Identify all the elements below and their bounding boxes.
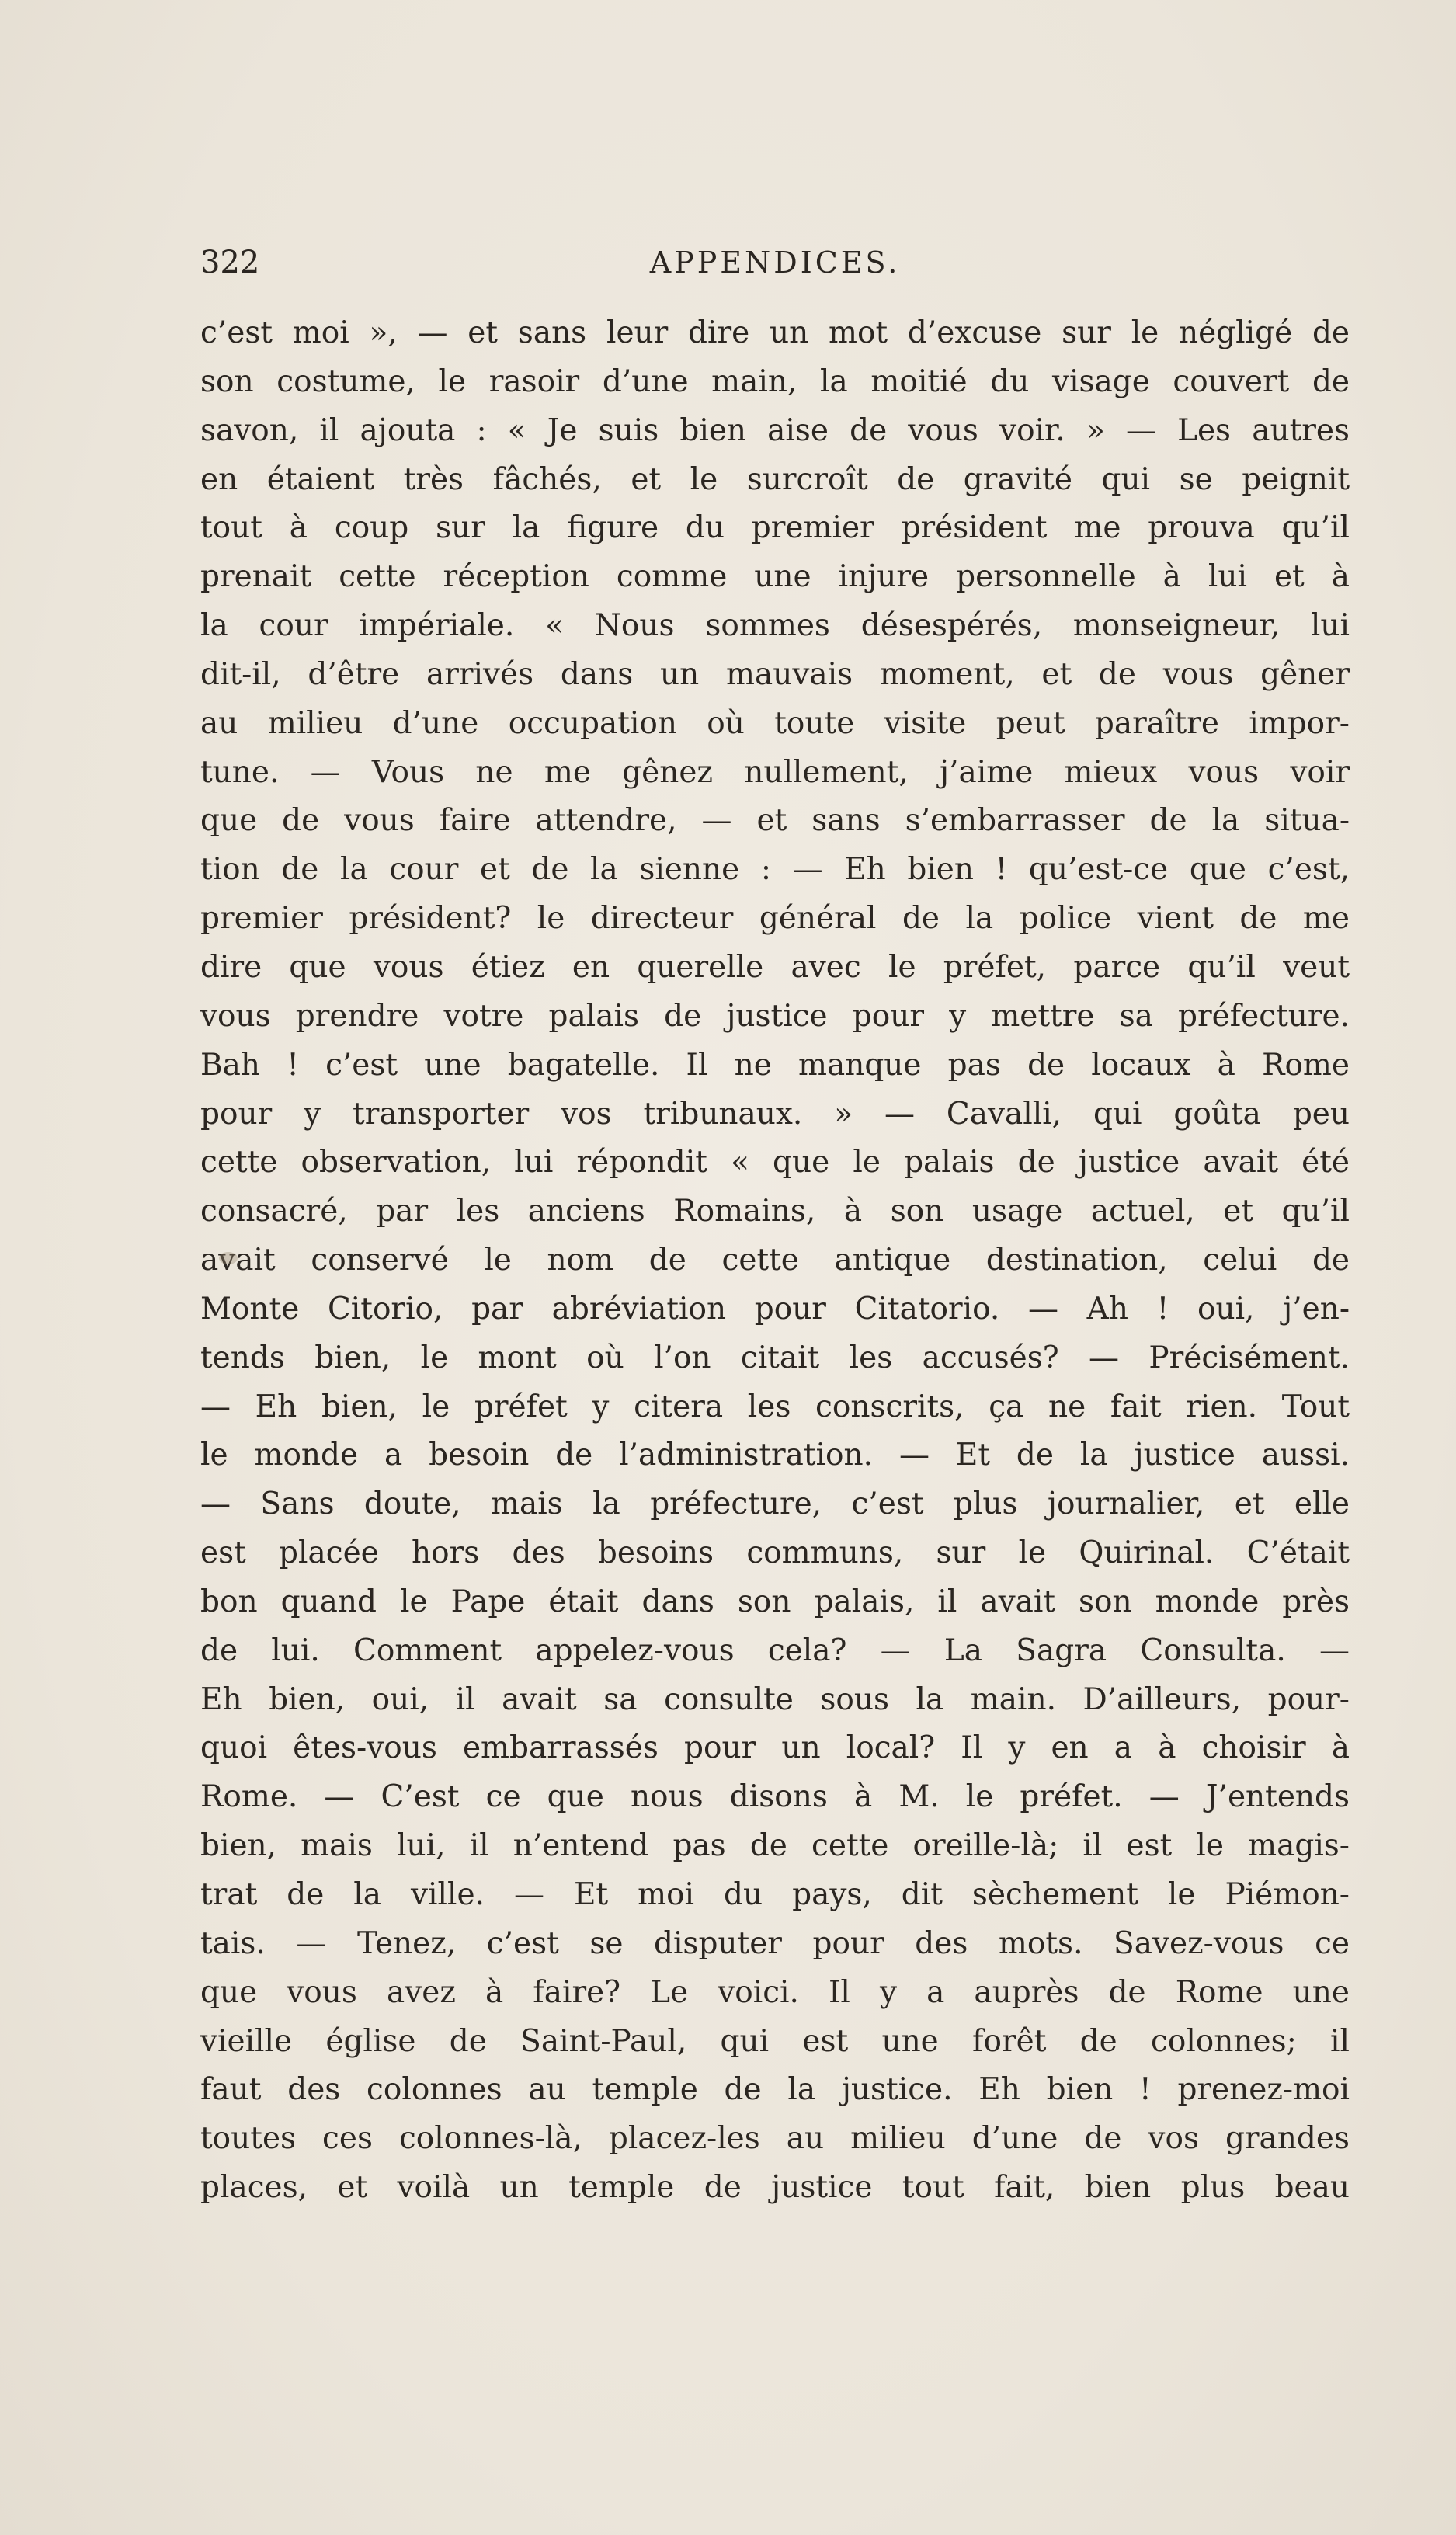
text-line: tends bien, le mont où l’on citait les accusés? — Précisément.: [200, 1340, 1350, 1375]
text-line: tion de la cour et de la sienne : — Eh bien ! qu’est-ce que c’est,: [200, 852, 1350, 888]
text-line: Bah ! c’est une bagatelle. Il ne manque pas de locaux à Rome: [200, 1047, 1350, 1083]
text-line: premier président? le directeur général de la police vient de me: [200, 901, 1350, 937]
text-line: toutes ces colonnes-là, placez-les au milieu d’une de vos grandes: [200, 2121, 1350, 2157]
paper-ink-spot: [219, 1252, 238, 1264]
text-line: de lui. Comment appelez-vous cela? — La Sagra Consulta. —: [200, 1633, 1350, 1668]
text-line: faut des colonnes au temple de la justice. Eh bien ! prenez-moi: [200, 2072, 1350, 2108]
text-line: prenait cette réception comme une injure personnelle à lui et à: [200, 559, 1350, 595]
text-line: places, et voilà un temple de justice tout fait, bien plus beau: [200, 2170, 1350, 2206]
text-line: la cour impériale. « Nous sommes désespérés, monseigneur, lui: [200, 608, 1350, 644]
text-line: pour y transporter vos tribunaux. » — Cavalli, qui goûta peu: [200, 1096, 1350, 1132]
text-line: bien, mais lui, il n’entend pas de cette oreille-là; il est le magis-: [200, 1828, 1350, 1864]
text-line: tais. — Tenez, c’est se disputer pour des mots. Savez-vous ce: [200, 1925, 1350, 1961]
page-header: [200, 239, 1350, 286]
text-line: — Sans doute, mais la préfecture, c’est plus journalier, et elle: [200, 1487, 1350, 1522]
text-line: est placée hors des besoins communs, sur le Quirinal. C’était: [200, 1535, 1350, 1571]
text-line: en étaient très fâchés, et le surcroît de gravité qui se peignit: [200, 461, 1350, 497]
text-line: que de vous faire attendre, — et sans s’embarrasser de la situa-: [200, 803, 1350, 839]
text-line: le monde a besoin de l’administration. — Et de la justice aussi.: [200, 1438, 1350, 1473]
text-line: tout à coup sur la figure du premier président me prouva qu’il: [200, 510, 1350, 546]
text-line: savon, il ajouta : « Je suis bien aise de vous voir. » — Les autres: [200, 412, 1350, 448]
running-title: APPENDICES.: [649, 245, 901, 280]
text-line: avait conservé le nom de cette antique destination, celui de: [200, 1243, 1350, 1278]
text-line: vous prendre votre palais de justice pour y mettre sa préfecture.: [200, 998, 1350, 1034]
text-line: vieille église de Saint-Paul, qui est une forêt de colonnes; il: [200, 2023, 1350, 2059]
text-line: dire que vous étiez en querelle avec le préfet, parce qu’il veut: [200, 949, 1350, 985]
text-line: que vous avez à faire? Le voici. Il y a auprès de Rome une: [200, 1974, 1350, 2010]
body-text: [200, 309, 1350, 2213]
text-line: c’est moi », — et sans leur dire un mot d’excuse sur le négligé de: [200, 315, 1350, 350]
text-line: dit-il, d’être arrivés dans un mauvais moment, et de vous gêner: [200, 656, 1350, 692]
text-line: au milieu d’une occupation où toute visite peut paraître impor-: [200, 705, 1350, 741]
text-line: consacré, par les anciens Romains, à son usage actuel, et qu’il: [200, 1194, 1350, 1229]
text-line: Eh bien, oui, il avait sa consulte sous la main. D’ailleurs, pour-: [200, 1681, 1350, 1717]
text-line: Rome. — C’est ce que nous disons à M. le préfet. — J’entends: [200, 1779, 1350, 1815]
text-line: trat de la ville. — Et moi du pays, dit sèchement le Piémon-: [200, 1877, 1350, 1912]
text-line: tune. — Vous ne me gênez nullement, j’aime mieux vous voir: [200, 754, 1350, 790]
text-line: — Eh bien, le préfet y citera les conscrits, ça ne fait rien. Tout: [200, 1389, 1350, 1424]
text-line: Monte Citorio, par abréviation pour Citatorio. — Ah ! oui, j’en-: [200, 1291, 1350, 1327]
text-line: bon quand le Pape était dans son palais, il avait son monde près: [200, 1584, 1350, 1619]
text-line: son costume, le rasoir d’une main, la moitié du visage couvert de: [200, 363, 1350, 399]
text-line: cette observation, lui répondit « que le palais de justice avait été: [200, 1145, 1350, 1181]
text-line: quoi êtes-vous embarrassés pour un local? Il y en a à choisir à: [200, 1730, 1350, 1766]
page-number: 322: [200, 245, 260, 280]
